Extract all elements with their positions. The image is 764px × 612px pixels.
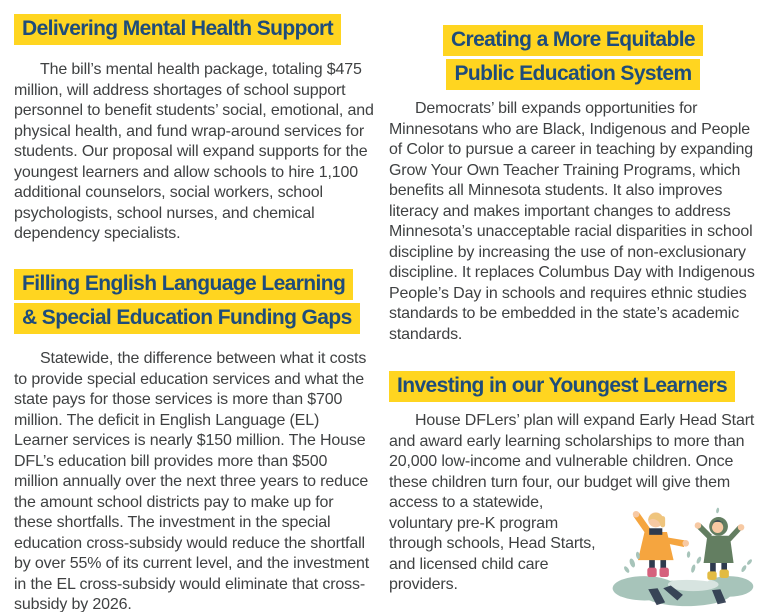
heading-investing-youngest-learners [389, 371, 757, 402]
paragraph-mental-health: The bill’s mental health package, totaling $475 million, will address shortages of school support personnel to benefit students’ social, emotional, and physical health, and fund wrap-around services for students. Our proposal will expand supports for the youngest learners and allow schools to hire 1,100 additional counselors, social workers, school psychologists, school nurses, and chemical dependency specialists. [14, 61, 374, 242]
heading-line [14, 269, 374, 300]
heading-highlight: Delivering Mental Health Support [14, 14, 341, 45]
heading-highlight: Filling English Language Learning [14, 269, 353, 300]
heading-highlight: Creating a More Equitable [443, 25, 703, 56]
children-puddle-illustration [607, 499, 757, 611]
puddle-shape [613, 576, 754, 606]
paragraph-special-education-funding: Statewide, the difference between what it costs to provide special education services and what the state pays for those services is more than $700 million. The deficit in English Language (EL) Learner services is nearly $150 million. The House DFL’s education bill provides more than $500 million annually over the next three years to reduce the amount school districts pay to make up for these shortfalls. The investment in the special education cross-subsidy would reduce the shortfall by over 55% of its current level, and the investment in the EL cross-subsidy would eliminate that cross-subsidy by 2026. [14, 350, 370, 612]
paragraph-youngest-learners: House DFLers’ plan will expand Early Head Start and award early learning scholarships to more than 20,000 low-income and vulnerable children. Once these children turn four, our budget will give them access to a statewide, voluntary pre-K program through schools, Head Starts, and licensed child care providers. [389, 412, 755, 593]
children-puddle-illustration-svg [607, 499, 757, 611]
heading-delivering-mental-health-support [14, 14, 374, 45]
heading-line [389, 371, 757, 402]
heading-line [14, 303, 374, 334]
heading-highlight: Public Education System [446, 59, 699, 90]
heading-highlight: Investing in our Youngest Learners [389, 371, 735, 402]
heading-line [389, 25, 757, 56]
paragraph-equitable-education: Democrats’ bill expands opportunities for Minnesotans who are Black, Indigenous and People of Color to pursue a career in teaching by expanding Grow Your Own Teacher Training Programs, which benefits all Minnesota students. It also improves literacy and makes important changes to address Minnesota’s unacceptable racial disparities in school discipline by increasing the use of non-exclusionary discipline. It replaces Columbus Day with Indigenous People’s Day in schools and requires ethnic studies standards to be embedded in the state’s academic standards. [389, 100, 755, 343]
heading-highlight: & Special Education Funding Gaps [14, 303, 360, 334]
heading-line [14, 14, 374, 45]
splash-droplets [623, 507, 753, 573]
left-column [14, 0, 374, 612]
text-wrap-spacer [756, 411, 757, 497]
child-left [633, 511, 689, 577]
right-column [389, 0, 757, 612]
youngest-learners-section-body [389, 411, 757, 611]
heading-line [389, 59, 757, 90]
heading-equitable-public-education [389, 25, 757, 90]
heading-el-special-education-funding-gaps [14, 269, 374, 334]
child-right [695, 517, 745, 580]
